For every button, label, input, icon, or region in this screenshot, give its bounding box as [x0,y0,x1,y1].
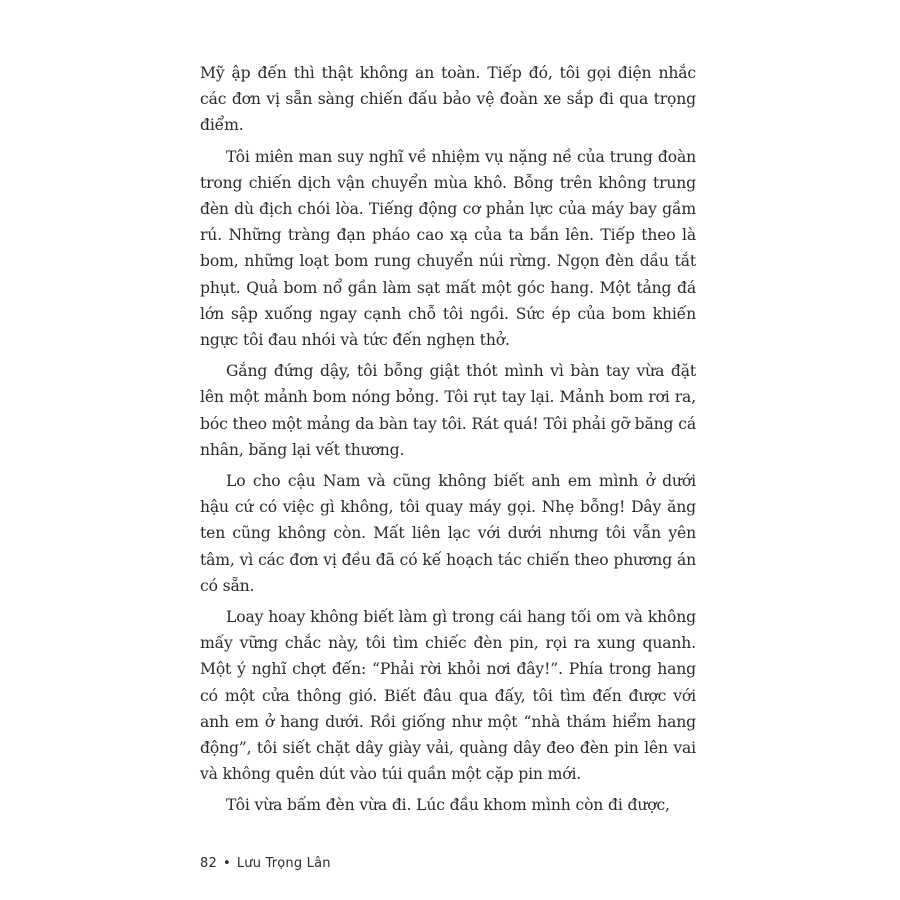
page-number: 82 [200,856,217,871]
paragraph-1: Mỹ ập đến thì thật không an toàn. Tiếp đó, tôi gọi điện nhắc các đơn vị sẵn sàng chiến đấu bảo vệ đoàn xe sắp đi qua trọng điểm. [200,64,696,135]
body-text [200,60,696,824]
paragraph-6: Tôi vừa bấm đèn vừa đi. Lúc đầu khom mình còn đi được, [226,796,670,815]
paragraph-5: Loay hoay không biết làm gì trong cái hang tối om và không mấy vững chắc này, tôi tìm chiếc đèn pin, rọi ra xung quanh. Một ý nghĩ chợt đến: “Phải rời khỏi nơi đây!”. Phía trong hang có một cửa thông gió. Biết đâu qua đấy, tôi tìm đến được với anh em ở hang dưới. Rồi giống như một “nhà thám hiểm hang động”, tôi siết chặt dây giày vải, quàng dây đeo đèn pin lên vai và không quên dút vào túi quần một cặp pin mới. [200,608,696,784]
page-footer [200,856,331,871]
footer-separator: • [222,856,231,871]
author-name: Lưu Trọng Lân [236,856,331,871]
paragraph-2: Tôi miên man suy nghĩ về nhiệm vụ nặng nề của trung đoàn trong chiến dịch vận chuyển mùa khô. Bỗng trên không trung đèn dù địch chói lòa. Tiếng động cơ phản lực của máy bay gầm rú. Những tràng đạn pháo cao xạ của ta bắn lên. Tiếp theo là bom, những loạt bom rung chuyển núi rừng. Ngọn đèn dầu tắt phụt. Quả bom nổ gần làm sạt mất một góc hang. Một tảng đá lớn sập xuống ngay cạnh chỗ tôi ngồi. Sức ép của bom khiến ngực tôi đau nhói và tức đến nghẹn thở. [200,147,696,350]
paragraph-4: Lo cho cậu Nam và cũng không biết anh em mình ở dưới hậu cứ có việc gì không, tôi quay máy gọi. Nhẹ bỗng! Dây ăng ten cũng không còn. Mất liên lạc với dưới nhưng tôi vẫn yên tâm, vì các đơn vị đều đã có kế hoạch tác chiến theo phương án có sẵn. [200,472,696,595]
paragraph-3: Gắng đứng dậy, tôi bỗng giật thót mình vì bàn tay vừa đặt lên một mảnh bom nóng bỏng. Tôi rụt tay lại. Mảnh bom rơi ra, bóc theo một mảng da bàn tay tôi. Rát quá! Tôi phải gỡ băng cá nhân, băng lại vết thương. [200,362,696,459]
